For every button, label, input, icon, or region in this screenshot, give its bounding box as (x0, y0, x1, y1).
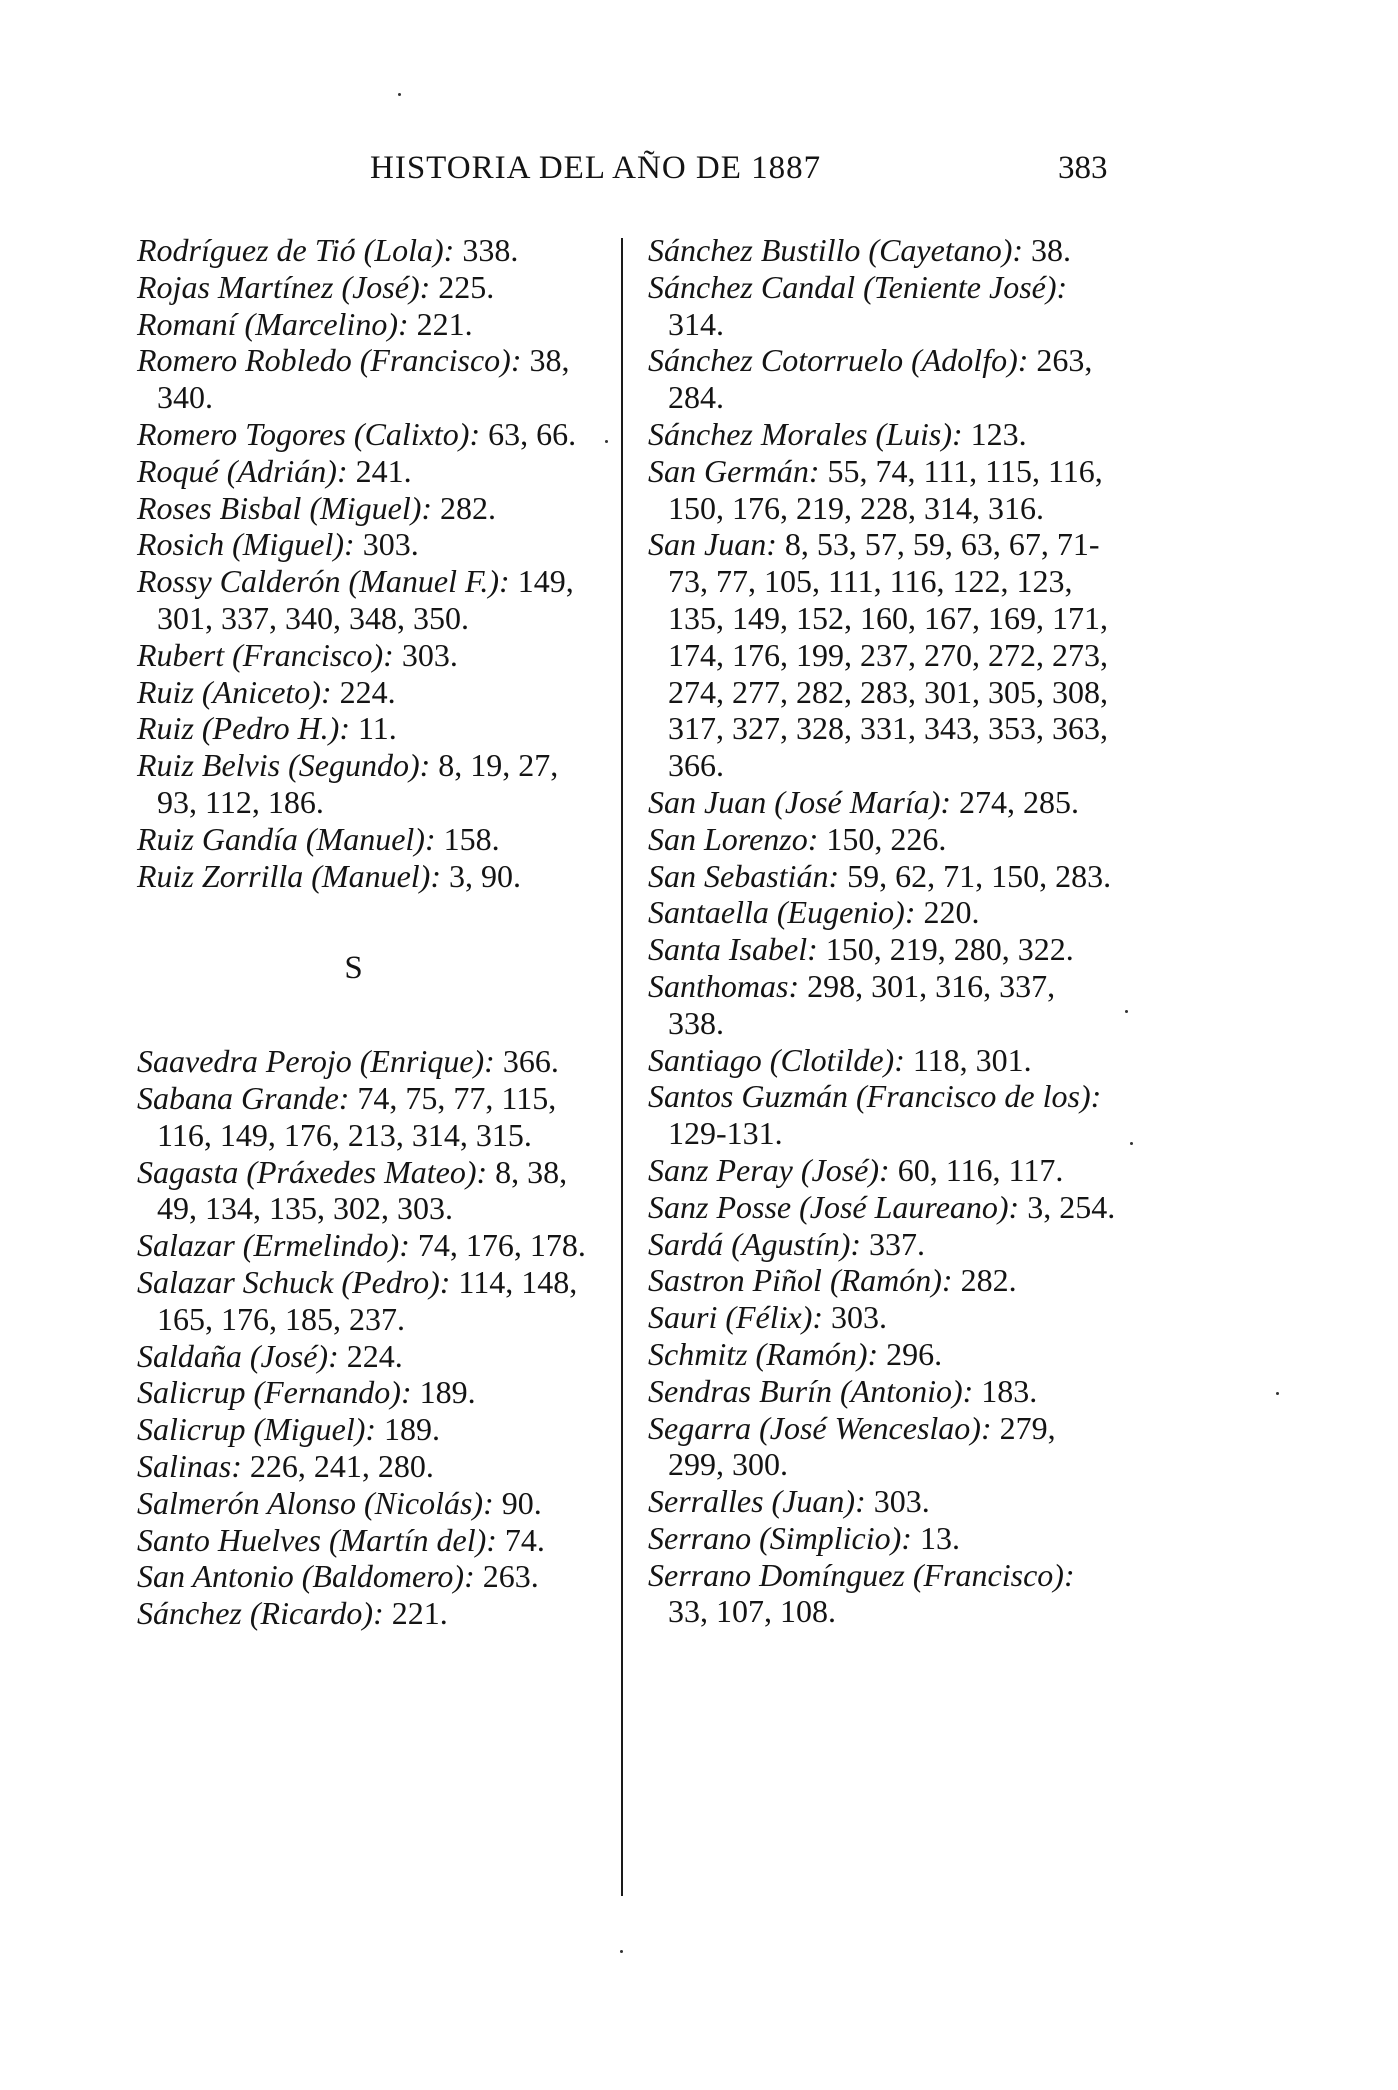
entry-name: Serrano (Simplicio): (648, 1519, 912, 1556)
entry-name: Rossy Calderón (Manuel F.): (137, 563, 510, 600)
entry-name: Santhomas: (648, 967, 800, 1004)
entry-name: Saldaña (José): (137, 1337, 339, 1374)
entry-pages: 150, 226. (818, 820, 947, 857)
entry-pages: 263. (474, 1558, 539, 1595)
index-entry (648, 269, 1118, 343)
entry-pages: 38, 340. (157, 342, 570, 416)
entry-pages: 149, 301, 337, 340, 348, 350. (157, 563, 574, 636)
entry-pages: 183. (973, 1372, 1038, 1409)
entry-pages: 189. (376, 1411, 441, 1448)
entry-pages: 150, 219, 280, 322. (817, 931, 1074, 968)
entry-name: Schmitz (Ramón): (648, 1335, 879, 1372)
entry-name: Roses Bisbal (Miguel): (137, 489, 433, 526)
entry-pages: 226, 241, 280. (241, 1447, 434, 1484)
index-entry (137, 821, 600, 858)
index-entry (137, 1411, 600, 1448)
entry-name: Ruiz Gandía (Manuel): (137, 820, 436, 857)
index-entry (648, 1152, 1118, 1189)
entry-name: Sánchez Candal (Teniente José): (648, 268, 1068, 305)
entry-pages: 366. (494, 1043, 559, 1080)
entry-pages: 38. (1023, 232, 1072, 268)
entry-name: Sanz Posse (José Laureano): (648, 1188, 1020, 1225)
index-entry (137, 563, 600, 637)
index-entry (137, 232, 600, 269)
entry-pages: 74, 75, 77, 115, 116, 149, 176, 213, 314, 315. (157, 1079, 557, 1153)
entry-name: Salinas: (137, 1447, 242, 1484)
entry-name: Santos Guzmán (Francisco de los): (648, 1078, 1102, 1115)
index-entry (137, 1043, 600, 1080)
entry-pages: 225. (430, 268, 495, 305)
entry-name: Sagasta (Práxedes Mateo): (137, 1153, 488, 1190)
entry-pages: 90. (493, 1484, 542, 1521)
entry-pages: 55, 74, 111, 115, 116, 150, 176, 219, 228, 314, 316. (668, 452, 1103, 526)
entry-name: San Antonio (Baldomero): (137, 1558, 475, 1595)
index-entry (648, 894, 1118, 931)
entry-name: San Juan: (648, 526, 777, 563)
entry-name: San Sebastián: (648, 857, 840, 894)
entry-name: Salazar (Ermelindo): (137, 1227, 410, 1264)
speck-mark (1125, 1010, 1128, 1013)
index-entry (648, 1262, 1118, 1299)
page-number: 383 (1058, 150, 1108, 186)
entry-name: Salazar Schuck (Pedro): (137, 1263, 451, 1300)
entry-name: San Germán: (648, 452, 820, 489)
entry-pages: 11. (349, 710, 397, 747)
entry-name: Sastron Piñol (Ramón): (648, 1262, 953, 1299)
index-entry (137, 674, 600, 711)
entry-pages: 8, 38, 49, 134, 135, 302, 303. (157, 1153, 568, 1227)
entry-name: Rodríguez de Tió (Lola): (137, 232, 455, 268)
index-column-right (648, 232, 1118, 1630)
entry-pages: 274, 285. (951, 783, 1080, 820)
entry-name: Santo Huelves (Martín del): (137, 1521, 497, 1558)
entry-pages: 303. (865, 1483, 930, 1520)
entry-pages: 13. (911, 1519, 960, 1556)
index-entry (648, 1483, 1118, 1520)
index-entry (137, 1595, 600, 1632)
entry-name: Santaella (Eugenio): (648, 894, 916, 931)
index-entry (648, 1373, 1118, 1410)
entry-name: Roqué (Adrián): (137, 452, 348, 489)
index-entry (648, 931, 1118, 968)
index-entry (137, 858, 600, 895)
entry-pages: 60, 116, 117. (889, 1151, 1064, 1188)
entry-pages: 123. (962, 415, 1027, 452)
entry-pages: 118, 301. (904, 1041, 1032, 1078)
entry-pages: 338. (454, 232, 519, 268)
entry-pages: 221. (408, 305, 473, 342)
entry-name: Sardá (Agustín): (648, 1225, 862, 1262)
entry-pages: 114, 148, 165, 176, 185, 237. (157, 1263, 578, 1337)
entry-name: Santa Isabel: (648, 931, 818, 968)
index-entry (137, 416, 600, 453)
entry-name: Ruiz (Aniceto): (137, 673, 332, 710)
entry-pages: 241. (347, 452, 412, 489)
entry-name: Sánchez Morales (Luis): (648, 415, 963, 452)
entry-pages: 221. (383, 1595, 448, 1632)
entry-pages: 282. (952, 1262, 1017, 1299)
entry-pages: 158. (435, 820, 500, 857)
entry-name: Romero Robledo (Francisco): (137, 342, 522, 379)
speck-mark (605, 440, 608, 443)
entry-pages: 263, 284. (668, 342, 1093, 416)
index-entry (648, 784, 1118, 821)
index-entry (648, 1226, 1118, 1263)
index-entry (137, 1338, 600, 1375)
running-header (0, 150, 1398, 200)
speck-mark (398, 93, 401, 96)
entry-pages: 220. (915, 894, 980, 931)
index-entry (137, 1227, 600, 1264)
entry-pages: 282. (432, 489, 497, 526)
entry-pages: 224. (331, 673, 396, 710)
entry-name: Sanz Peray (José): (648, 1151, 890, 1188)
entry-pages: 129-131. (668, 1115, 783, 1152)
entry-name: San Juan (José María): (648, 783, 952, 820)
entry-pages: 337. (861, 1225, 926, 1262)
entry-pages: 296. (878, 1335, 943, 1372)
entry-name: Sánchez Cotorruelo (Adolfo): (648, 342, 1029, 379)
entry-pages: 303. (393, 636, 458, 673)
index-entry (648, 858, 1118, 895)
entry-name: Sendras Burín (Antonio): (648, 1372, 974, 1409)
column-divider (621, 238, 623, 1896)
index-entry (648, 342, 1118, 416)
entry-pages: 74, 176, 178. (409, 1227, 586, 1264)
entry-name: Romero Togores (Calixto): (137, 415, 481, 452)
entry-pages: 33, 107, 108. (668, 1593, 836, 1630)
entry-name: Romaní (Marcelino): (137, 305, 409, 342)
entry-pages: 224. (338, 1337, 403, 1374)
index-entry (137, 1485, 600, 1522)
entry-name: Sánchez (Ricardo): (137, 1595, 384, 1632)
index-entry (137, 1374, 600, 1411)
index-entry (137, 490, 600, 527)
index-entry (648, 1520, 1118, 1557)
index-entry (137, 1522, 600, 1559)
entry-name: Rosich (Miguel): (137, 526, 355, 563)
entry-pages: 298, 301, 316, 337, 338. (668, 967, 1056, 1041)
entry-name: Sánchez Bustillo (Cayetano): (648, 232, 1024, 268)
entry-pages: 303. (354, 526, 419, 563)
index-entry (137, 747, 600, 821)
entry-name: Ruiz Zorrilla (Manuel): (137, 857, 441, 894)
index-column-left (137, 232, 600, 1632)
entry-name: Serrano Domínguez (Francisco): (648, 1556, 1075, 1593)
index-entry (137, 1154, 600, 1228)
entry-pages: 59, 62, 71, 150, 283. (839, 857, 1112, 894)
entry-name: Ruiz Belvis (Segundo): (137, 747, 431, 784)
index-entry (648, 1410, 1118, 1484)
index-entry (648, 968, 1118, 1042)
index-entry (137, 637, 600, 674)
index-entry (648, 1299, 1118, 1336)
index-entry (137, 710, 600, 747)
entry-pages: 63, 66. (480, 415, 577, 452)
speck-mark (620, 1950, 623, 1953)
index-entry (648, 453, 1118, 527)
entry-name: Salicrup (Miguel): (137, 1411, 377, 1448)
index-entry (648, 1189, 1118, 1226)
index-entry (137, 1080, 600, 1154)
index-entry (648, 1336, 1118, 1373)
entry-pages: 279, 299, 300. (668, 1409, 1056, 1483)
index-entry (137, 1264, 600, 1338)
entry-name: Santiago (Clotilde): (648, 1041, 905, 1078)
index-entry (648, 1078, 1118, 1152)
index-entry (137, 526, 600, 563)
index-entry (137, 269, 600, 306)
index-entry (137, 306, 600, 343)
entry-pages: 3, 90. (440, 857, 521, 894)
entry-name: Serralles (Juan): (648, 1483, 866, 1520)
entry-pages: 3, 254. (1019, 1188, 1116, 1225)
index-entry (648, 1042, 1118, 1079)
entry-name: Salmerón Alonso (Nicolás): (137, 1484, 494, 1521)
entry-name: Sabana Grande: (137, 1079, 350, 1116)
entry-name: San Lorenzo: (648, 820, 819, 857)
entry-name: Saavedra Perojo (Enrique): (137, 1043, 495, 1080)
index-entry (648, 1557, 1118, 1631)
entry-name: Ruiz (Pedro H.): (137, 710, 350, 747)
running-title: HISTORIA DEL AÑO DE 1887 (370, 150, 822, 186)
index-entry (137, 1558, 600, 1595)
entry-name: Rojas Martínez (José): (137, 268, 431, 305)
speck-mark (1130, 1142, 1133, 1145)
index-entry (648, 416, 1118, 453)
index-entry (137, 1448, 600, 1485)
entry-pages: 8, 53, 57, 59, 63, 67, 71-73, 77, 105, 111, 116, 122, 123, 135, 149, 152, 160, 167, 169, 171, 174, 176, 199, 237, 270, 272, 273, 274, 277, 282, 283, 301, 305, 308, 317, 327, 328, 331, 343, 353, 363, 366. (668, 526, 1108, 784)
section-letter: S (344, 950, 363, 987)
index-entry (648, 526, 1118, 784)
index-entry (648, 232, 1118, 269)
entry-pages: 74. (496, 1521, 545, 1558)
index-entry (137, 453, 600, 490)
entry-pages: 189. (411, 1374, 476, 1411)
entry-pages: 314. (668, 305, 724, 342)
entry-pages: 8, 19, 27, 93, 112, 186. (157, 747, 559, 820)
entry-pages: 303. (823, 1299, 888, 1336)
index-entry (648, 821, 1118, 858)
entry-name: Salicrup (Fernando): (137, 1374, 412, 1411)
entry-name: Rubert (Francisco): (137, 636, 394, 673)
speck-mark (1276, 1392, 1279, 1395)
index-entry (137, 342, 600, 416)
entry-name: Segarra (José Wenceslao): (648, 1409, 992, 1446)
entry-name: Sauri (Félix): (648, 1299, 824, 1336)
